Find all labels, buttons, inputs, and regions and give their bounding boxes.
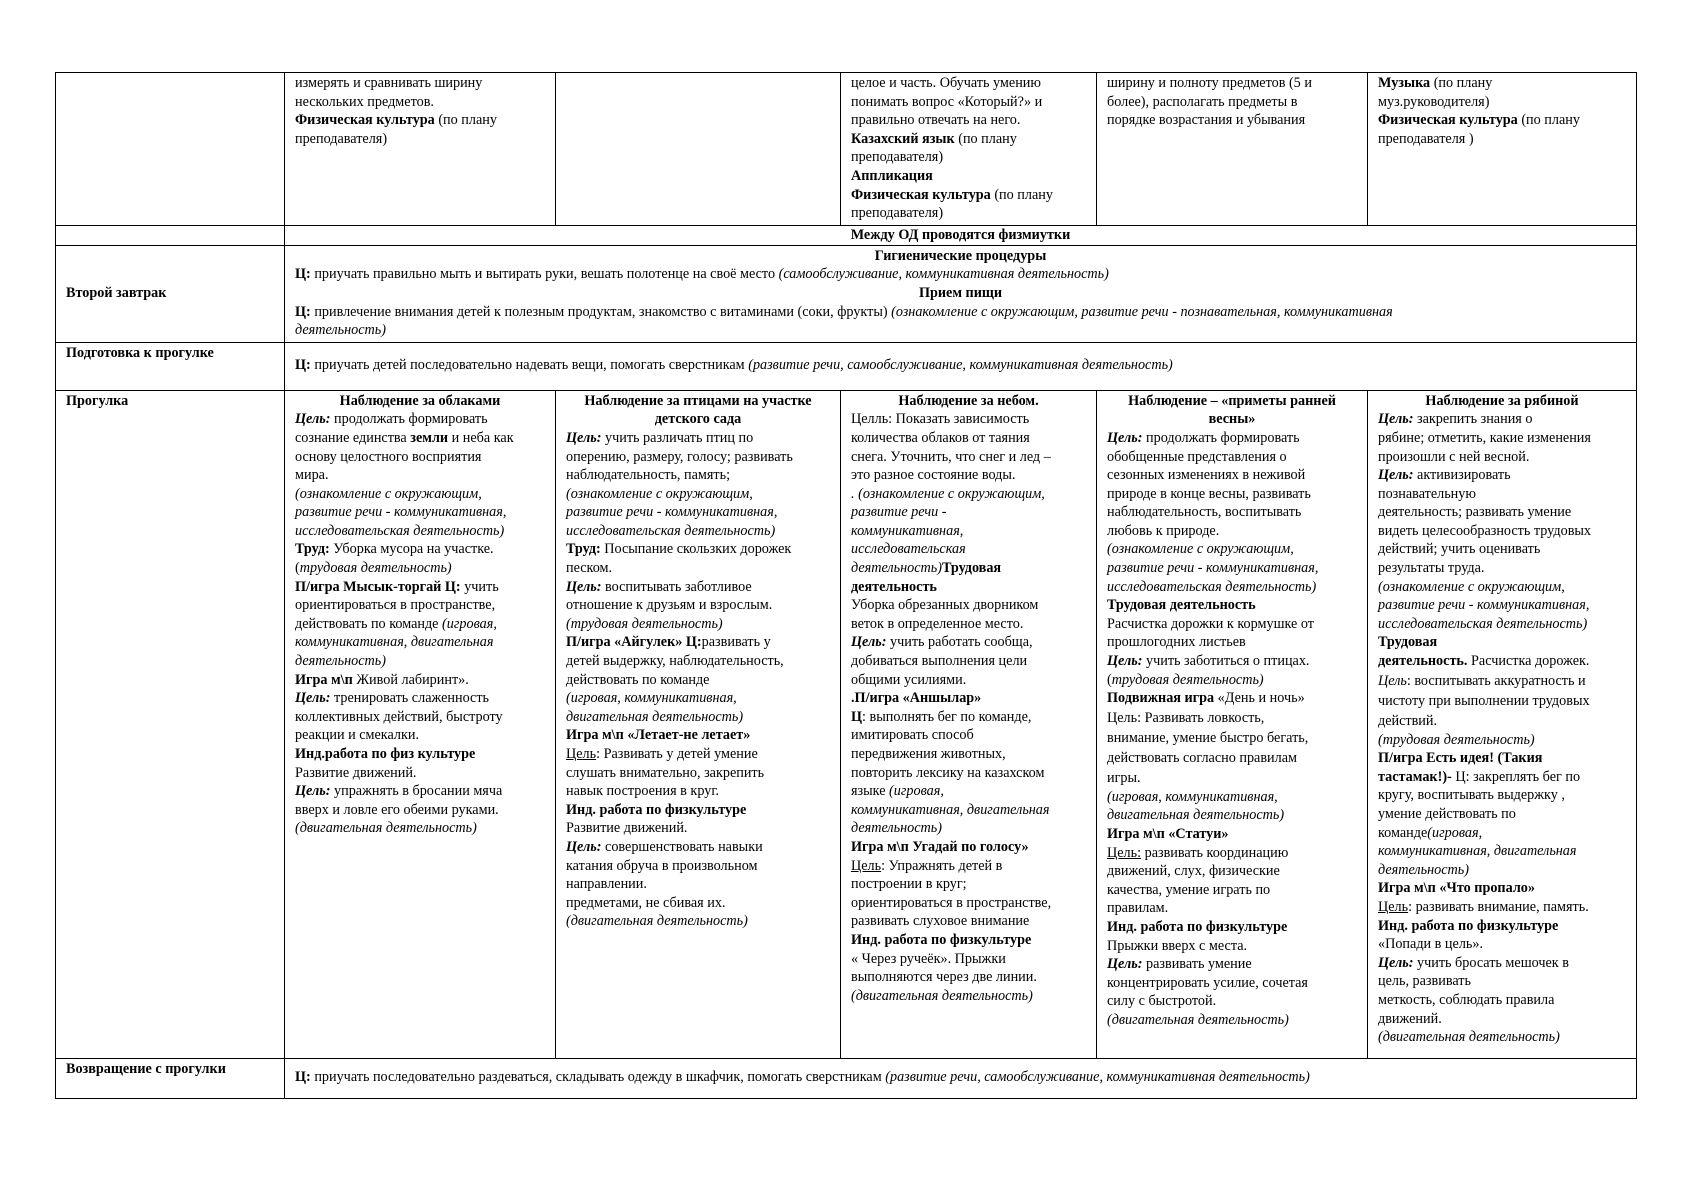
- walk-row: [56, 390, 1637, 1058]
- fizminutki-row: [56, 225, 1637, 245]
- top-cell-5: Музыка (по плану муз.руководителя) Физическая культура (по плану преподавателя ): [1368, 73, 1637, 226]
- daily-plan-table: [55, 72, 1637, 1099]
- walk-prep-content: Ц: приучать детей последовательно надевать вещи, помогать сверстникам (развитие речи, самообслуживание, коммуникативная деятельность): [285, 342, 1637, 390]
- walk-col-2: Наблюдение за птицами на участке детского сада Цель: учить различать птиц по оперению, размеру, голосу; развивать наблюдательность, память; (ознакомление с окружающим, развитие речи - коммуникативная, исследовательская деятельность) Труд: Посыпание скользких дорожек песком. Цель: воспитывать заботливое отношение к друзьям и взрослым. (трудовая деятельность) П/игра «Айгулек» Ц:развивать у детей выдержку, наблюдательность, действовать по команде (игровая, коммуникативная, двигательная деятельность) Игра м\п «Летает-не летает» Цель: Развивать у детей умение слушать внимательно, закрепить навык построения в круг. Инд. работа по физкультуре Развитие движений. Цель: совершенствовать навыки катания обруча в произвольном направлении. предметами, не сбивая их. (двигательная деятельность): [556, 390, 841, 1058]
- return-content: Ц: приучать последовательно раздеваться, складывать одежду в шкафчик, помогать сверстникам (развитие речи, самообслуживание, коммуникативная деятельность): [285, 1058, 1637, 1098]
- second-breakfast-label: Второй завтрак: [56, 245, 285, 342]
- return-label: Возвращение с прогулки: [56, 1058, 285, 1098]
- top-cell-3: целое и часть. Обучать умению понимать вопрос «Который?» и правильно отвечать на него. Казахский язык (по плану преподавателя) Аппликация Физическая культура (по плану преподавателя): [841, 73, 1097, 226]
- top-row: [56, 73, 1637, 226]
- meal-title: Прием пищи: [918, 284, 1003, 301]
- walk-label: Прогулка: [56, 390, 285, 1058]
- top-cell-1: измерять и сравнивать ширину нескольких предметов. Физическая культура (по плану преподавателя): [285, 73, 556, 226]
- top-cell-2: [556, 73, 841, 226]
- top-cell-4: ширину и полноту предметов (5 и более), располагать предметы в порядке возрастания и убывания: [1097, 73, 1368, 226]
- second-breakfast-row: [56, 245, 1637, 342]
- walk-col-5: Наблюдение за рябиной Цель: закрепить знания о рябине; отметить, какие изменения произошли с ней весной. Цель: активизировать познавательную деятельность; развивать умение видеть целесообразность трудовых действий; учить оценивать результаты труда. (ознакомление с окружающим, развитие речи - коммуникативная, исследовательская деятельность) Трудовая деятельность. Расчистка дорожек. Цель: воспитывать аккуратность и чистоту при выполнении трудовых действий. (трудовая деятельность) П/игра Есть идея! (Такия тастамак!)- Ц: закреплять бег по кругу, воспитывать выдержку , умение действовать по команде(игровая, коммуникативная, двигательная деятельность) Игра м\п «Что пропало» Цель: развивать внимание, память. Инд. работа по физкультуре «Попади в цель». Цель: учить бросать мешочек в цель, развивать меткость, соблюдать правила движений. (двигательная деятельность): [1368, 390, 1637, 1058]
- fizminutki-label-cell: [56, 225, 285, 245]
- walk-prep-row: [56, 342, 1637, 390]
- walk-col-3: Наблюдение за небом. Целль: Показать зависимость количества облаков от таяния снега. Уточнить, что снег и лед – это разное состояние воды. . (ознакомление с окружающим, развитие речи - коммуникативная, исследовательская деятельность)Трудовая деятельность Уборка обрезанных дворником веток в определенное место. Цель: учить работать сообща, добиваться выполнения цели общими усилиями. .П/игра «Аншылар» Ц: выполнять бег по команде, имитировать способ передвижения животных, повторить лексику на казахском языке (игровая, коммуникативная, двигательная деятельность) Игра м\п Угадай по голосу» Цель: Упражнять детей в построении в круг; ориентироваться в пространстве, развивать слуховое внимание Инд. работа по физкультуре « Через ручеёк». Прыжки выполняются через две линии. (двигательная деятельность): [841, 390, 1097, 1058]
- walk-col-1: Наблюдение за облаками Цель: продолжать формировать сознание единства земли и неба как основу целостного восприятия мира. (ознакомление с окружающим, развитие речи - коммуникативная, исследовательская деятельность) Труд: Уборка мусора на участке. (трудовая деятельность) П/игра Мысык-торгай Ц: учить ориентироваться в пространстве, действовать по команде (игровая, коммуникативная, двигательная деятельность) Игра м\п Живой лабиринт». Цель: тренировать слаженность коллективных действий, быстроту реакции и смекалки. Инд.работа по физ культуре Развитие движений. Цель: упражнять в бросании мяча вверх и ловле его обеими руками. (двигательная деятельность): [285, 390, 556, 1058]
- top-label-cell: [56, 73, 285, 226]
- walk-col-4: Наблюдение – «приметы ранней весны» Цель: продолжать формировать обобщенные представления о сезонных изменениях в неживой природе в конце весны, развивать наблюдательность, воспитывать любовь к природе. (ознакомление с окружающим, развитие речи - коммуникативная, исследовательская деятельность) Трудовая деятельность Расчистка дорожки к кормушке от прошлогодних листьев Цель: учить заботиться о птицах. (трудовая деятельность) Подвижная игра «День и ночь» Цель: Развивать ловкость, внимание, умение быстро бегать, действовать согласно правилам игры. (игровая, коммуникативная, двигательная деятельность) Игра м\п «Статуи» Цель: развивать координацию движений, слух, физические качества, умение играть по правилам. Инд. работа по физкультуре Прыжки вверх с места. Цель: развивать умение концентрировать усилие, сочетая силу с быстротой. (двигательная деятельность): [1097, 390, 1368, 1058]
- return-row: [56, 1058, 1637, 1098]
- walk-prep-label: Подготовка к прогулке: [56, 342, 285, 390]
- second-breakfast-content: Гигиенические процедуры Ц: приучать правильно мыть и вытирать руки, вешать полотенце на своё место (самообслуживание, коммуникативная деятельность) Прием пищи Ц: привлечение внимания детей к полезным продуктам, знакомство с витаминами (соки, фрукты) (ознакомление с окружающим, развитие речи - познавательная, коммуникативная деятельность): [285, 245, 1637, 342]
- fizminutki-text: Между ОД проводятся физмиутки: [285, 225, 1637, 245]
- hygiene-title: Гигиенические процедуры: [874, 247, 1047, 264]
